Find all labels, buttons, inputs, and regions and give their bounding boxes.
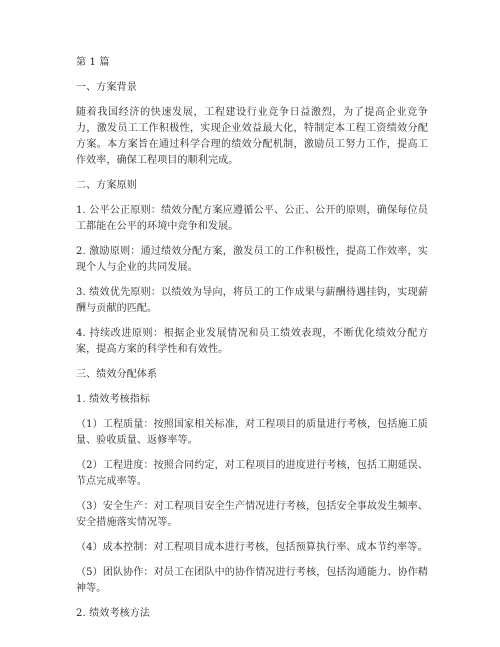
indicator-item: （2）工程进度：按照合同约定，对工程项目的进度进行考核，包括工期延误、节点完成率等。 [76, 460, 428, 487]
principle-item: 1. 公平公正原则：绩效分配方案应遵循公平、公正、公开的原则，确保每位员工都能在公平的环境中竞争和发展。 [76, 205, 428, 232]
subsection-heading-methods: 2. 绩效考核方法 [76, 608, 151, 619]
section-heading-background: 一、方案背景 [76, 82, 137, 93]
principle-item: 4. 持续改进原则：根据企业发展情况和员工绩效表现，不断优化绩效分配方案，提高方案的科学性和有效性。 [76, 328, 428, 355]
indicator-item: （1）工程质量：按照国家相关标准，对工程项目的质量进行考核，包括施工质量、验收质量、返修率等。 [76, 419, 428, 446]
document-content [76, 55, 428, 631]
section-heading-system: 三、绩效分配体系 [76, 369, 158, 380]
subsection-heading-indicators: 1. 绩效考核指标 [76, 394, 151, 405]
section-paragraph-background: 随着我国经济的快速发展，工程建设行业竞争日益激烈，为了提高企业竞争力，激发员工工作积极性，实现企业效益最大化，特制定本工程工资绩效分配方案。本方案旨在通过科学合理的绩效分配机制，激励员工努力工作，提高工作效率，确保工程项目的顺利完成。 [76, 107, 428, 166]
part-label: 第 1 篇 [76, 57, 110, 68]
principle-item: 3. 绩效优先原则：以绩效为导向，将员工的工作成果与薪酬待遇挂钩，实现薪酬与贡献的匹配。 [76, 287, 428, 314]
indicator-item: （4）成本控制：对工程项目成本进行考核，包括预算执行率、成本节约率等。 [76, 542, 428, 553]
principle-item: 2. 激励原则：通过绩效分配方案，激发员工的工作积极性，提高工作效率，实现个人与企业的共同发展。 [76, 246, 428, 273]
indicator-item: （5）团队协作：对员工在团队中的协作情况进行考核，包括沟通能力、协作精神等。 [76, 567, 428, 594]
indicator-item: （3）安全生产：对工程项目安全生产情况进行考核，包括安全事故发生频率、安全措施落实情况等。 [76, 501, 428, 528]
section-heading-principles: 二、方案原则 [76, 180, 137, 191]
